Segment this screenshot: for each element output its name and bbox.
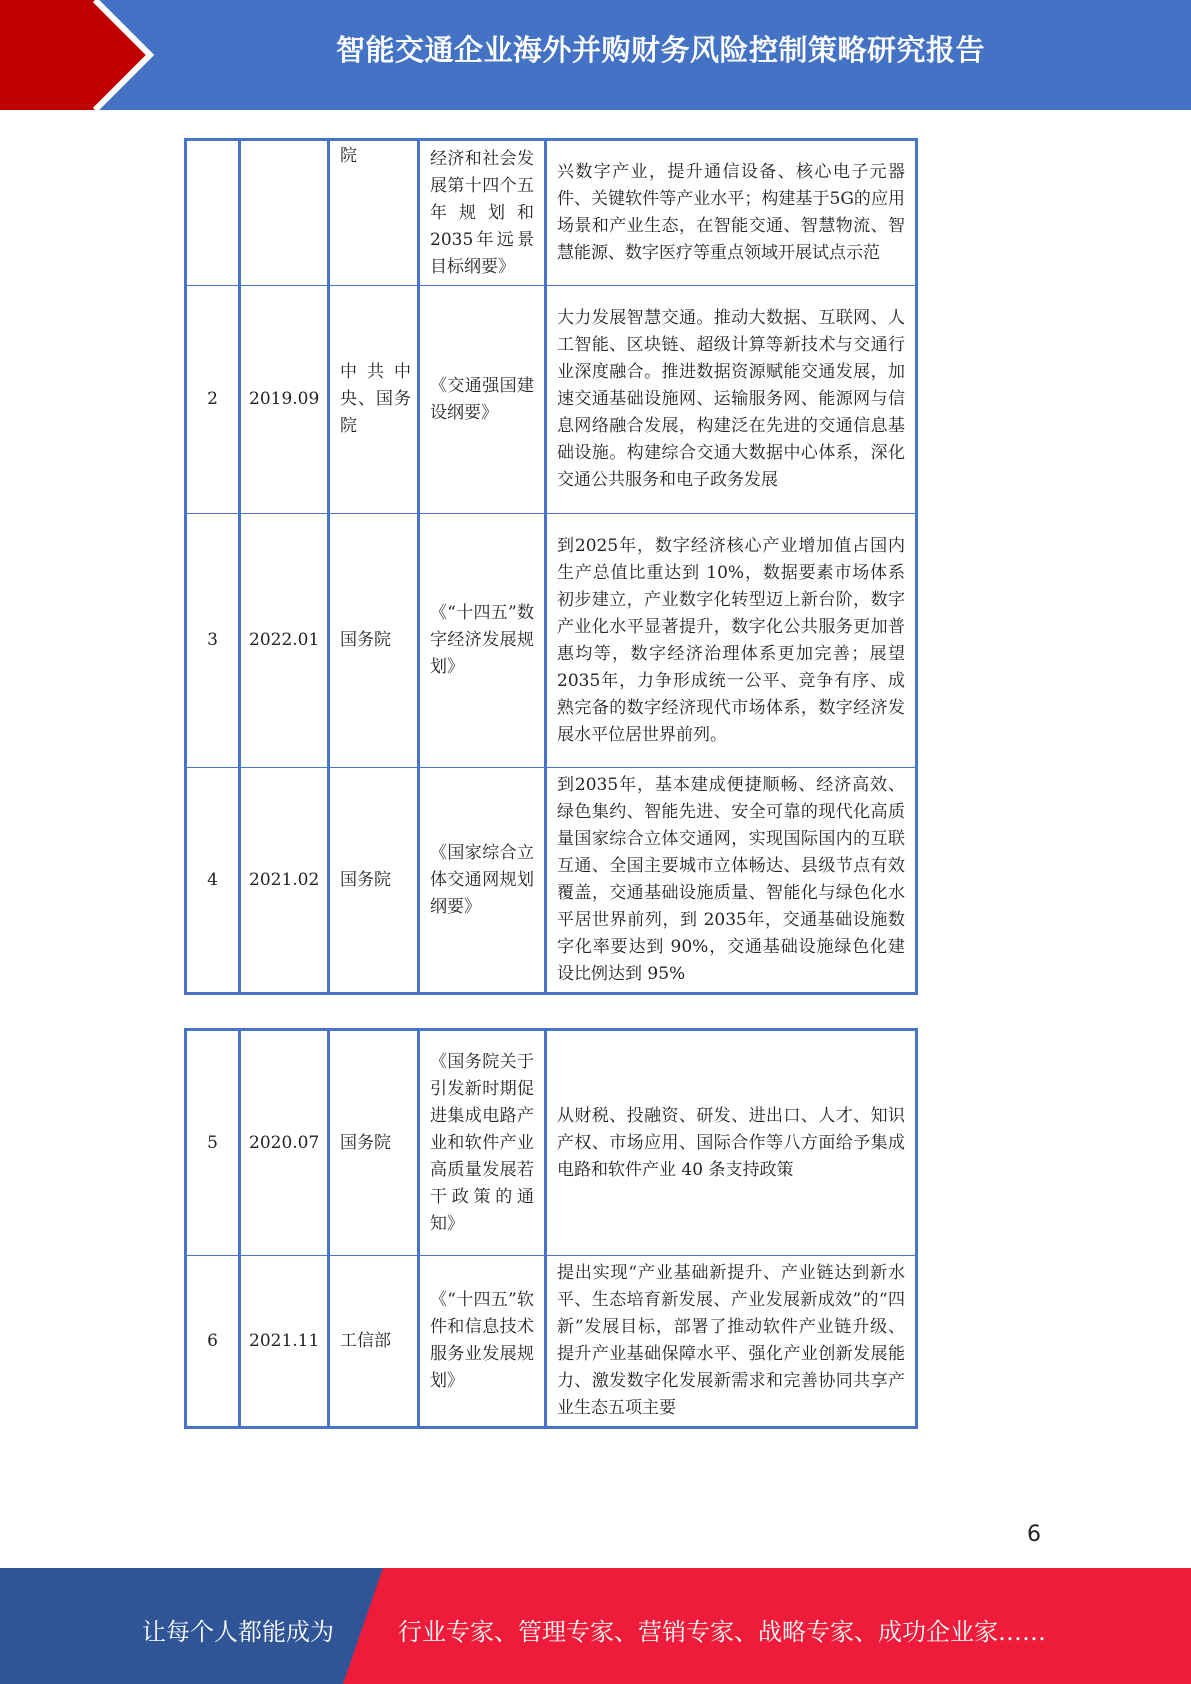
cell-date: 2022.01 — [240, 514, 329, 768]
cell-no: 4 — [186, 768, 240, 994]
page-footer — [0, 1568, 1191, 1684]
table-row — [186, 1030, 917, 1256]
policy-table-1 — [184, 138, 918, 995]
footer-slogan-left: 让每个人都能成为 — [142, 1618, 334, 1646]
cell-no: 3 — [186, 514, 240, 768]
cell-org: 国务院 — [329, 1030, 419, 1256]
table-row — [186, 514, 917, 768]
cell-content: 到2035年，基本建成便捷顺畅、经济高效、绿色集约、智能先进、安全可靠的现代化高质量国家综合立体交通网，实现国际国内的互联互通、全国主要城市立体畅达、县级节点有效覆盖，交通基础设施质量、智能化与绿色化水平居世界前列，到 2035年，交通基础设施数字化率要达到 90%，交通基础设施绿色化建设比例达到 95% — [546, 768, 917, 994]
page-number: 6 — [1027, 1522, 1041, 1547]
cell-doc: 《国家综合立体交通网规划纲要》 — [419, 768, 546, 994]
cell-doc: 《“十四五”数字经济发展规划》 — [419, 514, 546, 768]
cell-date: 2019.09 — [240, 286, 329, 514]
report-title: 智能交通企业海外并购财务风险控制策略研究报告 — [335, 33, 985, 67]
table-row — [186, 140, 917, 286]
table-row — [186, 286, 917, 514]
footer-slogan-right: 行业专家、管理专家、营销专家、战略专家、成功企业家…… — [398, 1618, 1046, 1646]
cell-content: 大力发展智慧交通。推动大数据、互联网、人工智能、区块链、超级计算等新技术与交通行业深度融合。推进数据资源赋能交通发展，加速交通基础设施网、运输服务网、能源网与信息网络融合发展，构建泛在先进的交通信息基础设施。构建综合交通大数据中心体系，深化交通公共服务和电子政务发展 — [546, 286, 917, 514]
cell-date — [240, 140, 329, 286]
cell-no — [186, 140, 240, 286]
cell-no: 6 — [186, 1256, 240, 1428]
cell-org: 中共中央、国务院 — [329, 286, 419, 514]
cell-org: 国务院 — [329, 514, 419, 768]
cell-content: 兴数字产业，提升通信设备、核心电子元器件、关键软件等产业水平；构建基于5G的应用场景和产业生态，在智能交通、智慧物流、智慧能源、数字医疗等重点领域开展试点示范 — [546, 140, 917, 286]
cell-doc: 《交通强国建设纲要》 — [419, 286, 546, 514]
cell-date: 2021.11 — [240, 1256, 329, 1428]
policy-table-2 — [184, 1028, 918, 1429]
cell-no: 2 — [186, 286, 240, 514]
cell-content: 到2025年，数字经济核心产业增加值占国内生产总值比重达到 10%，数据要素市场体系初步建立，产业数字化转型迈上新台阶，数字产业化水平显著提升，数字化公共服务更加普惠均等，数字经济治理体系更加完善；展望2035年，力争形成统一公平、竞争有序、成熟完备的数字经济现代市场体系，数字经济发展水平位居世界前列。 — [546, 514, 917, 768]
page-header — [0, 0, 1191, 110]
cell-org: 院 — [329, 140, 419, 286]
cell-org: 工信部 — [329, 1256, 419, 1428]
cell-doc: 《“十四五”软件和信息技术服务业发展规划》 — [419, 1256, 546, 1428]
cell-org: 国务院 — [329, 768, 419, 994]
cell-content: 提出实现“产业基础新提升、产业链达到新水平、生态培育新发展、产业发展新成效”的“四新”发展目标，部署了推动软件产业链升级、提升产业基础保障水平、强化产业创新发展能力、激发数字化发展新需求和完善协同共享产业生态五项主要 — [546, 1256, 917, 1428]
cell-date: 2020.07 — [240, 1030, 329, 1256]
cell-content: 从财税、投融资、研发、进出口、人才、知识产权、市场应用、国际合作等八方面给予集成电路和软件产业 40 条支持政策 — [546, 1030, 917, 1256]
cell-doc: 《国务院关于引发新时期促进集成电路产业和软件产业高质量发展若干政策的通知》 — [419, 1030, 546, 1256]
cell-doc: 经济和社会发展第十四个五年规划和2035年远景目标纲要》 — [419, 140, 546, 286]
cell-no: 5 — [186, 1030, 240, 1256]
cell-date: 2021.02 — [240, 768, 329, 994]
table-row — [186, 768, 917, 994]
table-row — [186, 1256, 917, 1428]
